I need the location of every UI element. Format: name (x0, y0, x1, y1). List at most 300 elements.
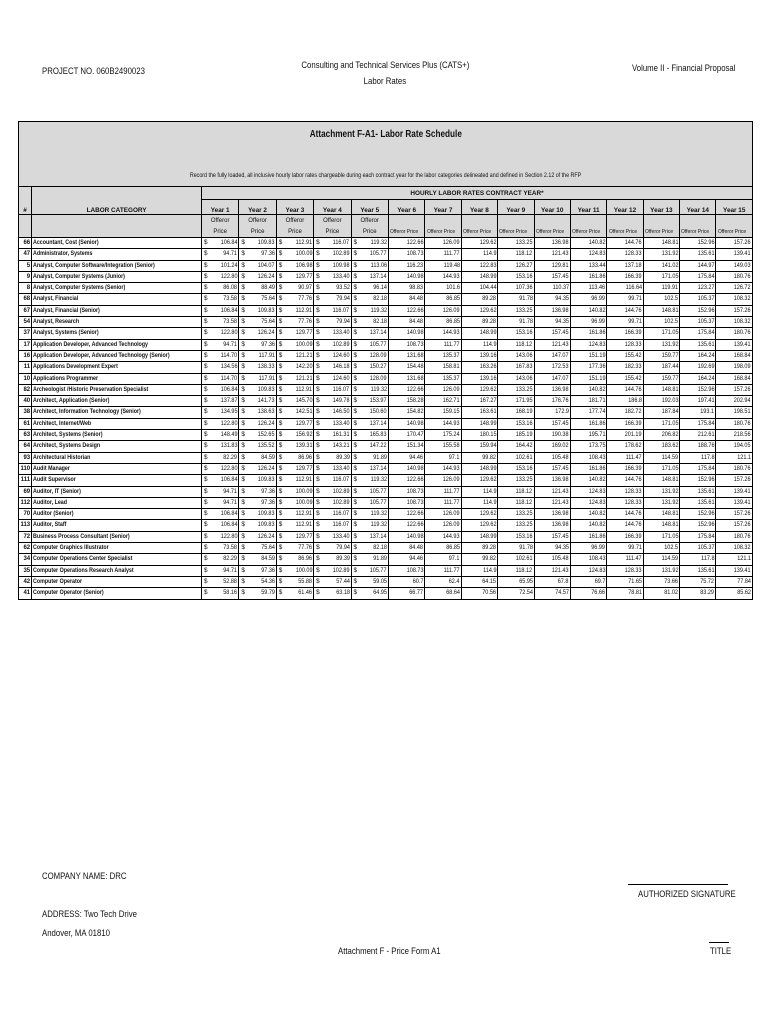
rate-value: 116.07 (333, 476, 350, 484)
rate-value: 140.82 (588, 510, 606, 518)
rate-value: 119.32 (370, 306, 387, 314)
rate-cell (360, 497, 388, 508)
rate-cell (643, 497, 679, 508)
rate-value: 122.80 (220, 329, 238, 337)
rate-value: 126.09 (442, 385, 460, 393)
rate-cell (498, 407, 534, 418)
table-row (19, 305, 753, 316)
offeror-label: Offeror (351, 215, 388, 227)
rate-cell (607, 407, 643, 418)
rate-value: 100.09 (295, 487, 313, 495)
rate-cell (360, 407, 388, 418)
rate-value: 59.79 (261, 589, 275, 597)
row-number: 54 (19, 317, 32, 328)
currency-symbol: $ (201, 249, 210, 260)
rate-cell (534, 509, 570, 520)
rate-cell (285, 463, 313, 474)
currency-symbol: $ (314, 317, 323, 328)
rate-cell (607, 418, 643, 429)
rate-value: 136.98 (552, 306, 569, 314)
table-row (19, 283, 753, 294)
rate-cell (534, 283, 570, 294)
rate-cell (425, 238, 461, 249)
rate-value: 129.62 (479, 476, 497, 484)
rate-cell (285, 396, 313, 407)
currency-symbol: $ (201, 373, 210, 384)
rate-value: 105.48 (552, 555, 569, 563)
blank-header (32, 226, 202, 238)
rate-value: 108.43 (588, 555, 606, 563)
row-number: 112 (19, 497, 32, 508)
labor-category-text: Audit Manager (33, 464, 71, 472)
table-row (19, 554, 753, 565)
rate-value: 82.18 (373, 295, 387, 303)
row-number: 34 (19, 554, 32, 565)
rate-cell (680, 317, 716, 328)
rate-cell (425, 249, 461, 260)
rate-value: 148.99 (479, 272, 497, 280)
rate-value: 137.87 (220, 397, 238, 405)
rate-value: 97.36 (261, 340, 275, 348)
rate-value: 148.49 (220, 431, 238, 439)
currency-symbol: $ (276, 249, 285, 260)
rate-value: 161.86 (588, 329, 606, 337)
currency-symbol: $ (276, 328, 285, 339)
currency-symbol: $ (314, 554, 323, 565)
rate-cell (248, 294, 276, 305)
rate-value: 78.81 (627, 589, 642, 597)
currency-symbol: $ (314, 588, 323, 599)
rate-value: 111.77 (443, 487, 460, 495)
rate-value: 128.33 (624, 487, 642, 495)
rate-cell (643, 486, 679, 497)
rate-cell (461, 317, 497, 328)
rate-value: 135.61 (697, 340, 715, 348)
rate-cell (643, 396, 679, 407)
rate-value: 157.45 (552, 329, 569, 337)
currency-symbol: $ (201, 576, 210, 587)
rate-value: 172.9 (555, 408, 569, 416)
rate-cell (680, 486, 716, 497)
currency-symbol: $ (239, 531, 248, 542)
labor-category (32, 497, 202, 508)
company-address: ADDRESS: Two Tech Drive (42, 909, 137, 920)
rate-cell (607, 362, 643, 373)
currency-symbol: $ (276, 588, 285, 599)
offeror-price-label: Offeror Price (681, 228, 710, 235)
rate-cell (248, 576, 276, 587)
rate-value: 112.91 (295, 306, 313, 314)
rate-cell (388, 531, 424, 542)
rate-cell (643, 317, 679, 328)
blank-header (19, 226, 32, 238)
rate-value: 158.28 (406, 397, 424, 405)
offeror-price-label: Offeror Price (572, 228, 601, 235)
labor-category-text: Architect, Application (Senior) (33, 397, 110, 405)
rate-cell (643, 509, 679, 520)
rate-cell (360, 317, 388, 328)
rate-cell (323, 294, 351, 305)
rate-cell (425, 430, 461, 441)
rate-cell (425, 576, 461, 587)
rate-cell (643, 576, 679, 587)
rate-value: 122.66 (406, 476, 424, 484)
currency-symbol: $ (314, 362, 323, 373)
table-row (19, 520, 753, 531)
labor-category (32, 283, 202, 294)
currency-symbol: $ (276, 475, 285, 486)
rate-value: 64.95 (373, 589, 387, 597)
rate-cell (534, 384, 570, 395)
rate-value: 73.66 (664, 577, 679, 585)
document-heading-line1: Consulting and Technical Services Plus (CATS+) (301, 60, 469, 71)
blank-header (19, 215, 32, 227)
rate-cell (680, 373, 716, 384)
rate-cell (323, 430, 351, 441)
rate-value: 212.61 (697, 431, 715, 439)
rate-cell (285, 317, 313, 328)
table-row (19, 373, 753, 384)
rate-value: 166.39 (624, 329, 642, 337)
rate-cell (461, 328, 497, 339)
rate-value: 124.83 (588, 340, 606, 348)
rate-value: 129.77 (295, 329, 313, 337)
labor-category-text: Architect, Systems (Senior) (33, 431, 103, 439)
rate-value: 94.35 (555, 295, 569, 303)
currency-symbol: $ (239, 249, 248, 260)
offeror-label (388, 215, 424, 227)
rate-cell (570, 531, 606, 542)
rate-cell (285, 475, 313, 486)
labor-category (32, 384, 202, 395)
rate-value: 153.97 (370, 397, 387, 405)
rate-cell (716, 554, 753, 565)
rate-cell (388, 452, 424, 463)
rate-value: 162.71 (442, 397, 460, 405)
rate-value: 122.66 (406, 306, 424, 314)
rate-value: 61.46 (298, 589, 313, 597)
rate-value: 100.09 (295, 340, 313, 348)
rate-value: 153.16 (515, 532, 533, 540)
rate-value: 134.95 (220, 408, 238, 416)
rate-cell (425, 260, 461, 271)
labor-category-text: Audit Supervisor (33, 476, 77, 484)
rate-cell (360, 328, 388, 339)
rate-value: 122.80 (220, 532, 238, 540)
year-header: Year 10 (534, 200, 570, 215)
rate-value: 74.57 (555, 589, 569, 597)
offeror-price-label: Offeror Price (390, 228, 419, 235)
rate-value: 97.1 (449, 453, 460, 461)
currency-symbol: $ (276, 543, 285, 554)
rate-cell (360, 260, 388, 271)
rate-value: 106.84 (220, 521, 238, 529)
rate-cell (323, 565, 351, 576)
rate-value: 62.4 (449, 577, 460, 585)
rate-cell (570, 384, 606, 395)
currency-symbol: $ (276, 339, 285, 350)
table-row (19, 407, 753, 418)
rate-value: 140.82 (588, 239, 606, 246)
rate-value: 180.76 (734, 272, 751, 280)
document-heading-line2: Labor Rates (363, 76, 407, 87)
rate-cell (323, 317, 351, 328)
row-number: 35 (19, 565, 32, 576)
row-number: 113 (19, 520, 32, 531)
rate-cell (570, 373, 606, 384)
rate-cell (570, 497, 606, 508)
rate-cell (498, 441, 534, 452)
rate-cell (498, 249, 534, 260)
rate-cell (607, 339, 643, 350)
rate-value: 94.35 (555, 544, 569, 552)
rate-cell (360, 452, 388, 463)
rate-cell (716, 373, 753, 384)
rate-value: 114.59 (661, 453, 679, 461)
currency-symbol: $ (239, 565, 248, 576)
rate-value: 136.98 (552, 476, 569, 484)
rate-cell (680, 396, 716, 407)
company-name: COMPANY NAME: DRC (42, 871, 127, 882)
rate-cell (716, 317, 753, 328)
currency-symbol: $ (239, 475, 248, 486)
rate-cell (680, 497, 716, 508)
currency-symbol: $ (351, 543, 360, 554)
currency-symbol: $ (201, 362, 210, 373)
rate-cell (461, 486, 497, 497)
rate-cell (323, 305, 351, 316)
rate-cell (680, 283, 716, 294)
rate-value: 149.78 (332, 397, 350, 405)
labor-category (32, 531, 202, 542)
rate-value: 82.18 (373, 544, 387, 552)
table-row (19, 249, 753, 260)
rate-cell (285, 249, 313, 260)
group-header-row (19, 187, 753, 200)
rate-cell (323, 486, 351, 497)
rate-value: 161.86 (588, 419, 606, 427)
rate-value: 111.47 (625, 555, 642, 563)
rate-cell (323, 543, 351, 554)
rate-cell (323, 339, 351, 350)
currency-symbol: $ (314, 396, 323, 407)
rate-cell (643, 283, 679, 294)
rate-cell (285, 362, 313, 373)
currency-symbol: $ (239, 576, 248, 587)
rate-cell (461, 475, 497, 486)
rate-cell (323, 260, 351, 271)
rate-cell (425, 452, 461, 463)
rate-cell (570, 305, 606, 316)
blank-header (32, 215, 202, 227)
currency-symbol: $ (351, 396, 360, 407)
rate-value: 133.25 (515, 510, 533, 518)
rate-value: 180.15 (479, 431, 497, 439)
labor-category (32, 509, 202, 520)
price-label: Price (201, 226, 238, 238)
offeror-price-label: Offeror Price (535, 228, 564, 235)
labor-category-text: Analyst, Research (33, 318, 80, 326)
currency-symbol: $ (351, 384, 360, 395)
offeror-price-label: Offeror Price (608, 228, 637, 235)
row-number: 69 (19, 486, 32, 497)
currency-symbol: $ (201, 509, 210, 520)
table-row (19, 497, 753, 508)
rate-value: 104.44 (479, 284, 497, 292)
rate-cell (716, 497, 753, 508)
year-header: Year 3 (276, 200, 313, 215)
rate-cell (570, 430, 606, 441)
table-row (19, 396, 753, 407)
currency-symbol: $ (276, 565, 285, 576)
rate-value: 111.77 (443, 250, 460, 258)
rate-value: 97.36 (261, 250, 275, 258)
rate-cell (248, 396, 276, 407)
rate-value: 86.85 (445, 544, 460, 552)
rate-value: 157.45 (552, 464, 569, 472)
rate-cell (461, 554, 497, 565)
rate-cell (388, 418, 424, 429)
rate-value: 77.76 (298, 318, 313, 326)
table-row (19, 317, 753, 328)
rate-value: 102.5 (664, 295, 679, 303)
rate-value: 195.71 (588, 431, 606, 439)
rate-value: 159.94 (479, 442, 497, 450)
rate-cell (570, 396, 606, 407)
rate-cell (680, 565, 716, 576)
rate-cell (534, 407, 570, 418)
currency-symbol: $ (201, 294, 210, 305)
rate-cell (534, 396, 570, 407)
rate-value: 98.83 (409, 284, 424, 292)
rate-value: 129.62 (479, 510, 497, 518)
rate-value: 99.82 (482, 555, 497, 563)
rate-cell (461, 520, 497, 531)
rate-cell (534, 305, 570, 316)
rate-value: 119.91 (661, 284, 679, 292)
rate-value: 82.29 (223, 555, 238, 563)
rate-value: 105.77 (370, 566, 387, 574)
sheet-title: Attachment F-A1- Labor Rate Schedule (18, 121, 753, 156)
year-header: Year 9 (498, 200, 534, 215)
rate-cell (248, 305, 276, 316)
rate-value: 131.92 (661, 566, 679, 574)
labor-category (32, 554, 202, 565)
rate-value: 181.71 (588, 397, 606, 405)
rate-value: 201.19 (624, 431, 642, 439)
rate-cell (323, 475, 351, 486)
rate-value: 69.7 (594, 577, 606, 585)
offeror-label (570, 215, 606, 227)
rate-value: 121.43 (552, 566, 569, 574)
rate-cell (680, 520, 716, 531)
offeror-label: Offeror (276, 215, 313, 227)
rate-value: 116.07 (333, 521, 350, 529)
rate-value: 140.82 (588, 476, 606, 484)
rate-cell (388, 350, 424, 361)
rate-value: 65.95 (518, 577, 533, 585)
rate-cell (643, 430, 679, 441)
rate-cell (607, 497, 643, 508)
rate-cell (425, 283, 461, 294)
rate-value: 171.05 (661, 532, 679, 540)
rate-cell (211, 543, 239, 554)
rate-value: 96.99 (591, 544, 606, 552)
currency-symbol: $ (276, 497, 285, 508)
rate-cell (388, 317, 424, 328)
rate-value: 123.27 (697, 284, 715, 292)
rate-cell (285, 328, 313, 339)
currency-symbol: $ (314, 441, 323, 452)
rate-cell (360, 430, 388, 441)
rate-value: 180.76 (734, 329, 751, 337)
rate-cell (211, 497, 239, 508)
rate-value: 151.19 (588, 351, 606, 359)
rate-cell (716, 565, 753, 576)
rate-cell (360, 576, 388, 587)
rate-value: 112.91 (295, 476, 313, 484)
currency-symbol: $ (276, 294, 285, 305)
table-row (19, 384, 753, 395)
rate-cell (360, 350, 388, 361)
rate-value: 121.43 (552, 250, 569, 258)
rate-value: 147.07 (552, 351, 569, 359)
rate-cell (248, 452, 276, 463)
rate-value: 126.24 (257, 272, 275, 280)
rate-value: 121.1 (737, 453, 751, 461)
rate-cell (285, 430, 313, 441)
rate-cell (388, 339, 424, 350)
labor-category-text: Analyst, Computer Systems (Senior) (33, 284, 126, 292)
rate-cell (248, 362, 276, 373)
rate-value: 137.14 (370, 532, 387, 540)
rate-cell (388, 543, 424, 554)
rate-value: 152.96 (697, 476, 715, 484)
labor-category (32, 238, 202, 249)
rate-value: 140.98 (406, 272, 424, 280)
rate-value: 161.86 (588, 532, 606, 540)
rate-value: 112.91 (295, 239, 313, 246)
rate-value: 106.98 (295, 261, 313, 269)
rate-value: 102.89 (332, 498, 350, 506)
rate-cell (360, 396, 388, 407)
rate-value: 105.37 (697, 544, 715, 552)
rate-value: 122.66 (406, 510, 424, 518)
rate-value: 168.84 (734, 351, 751, 359)
offeror-price-label: Offeror Price (463, 228, 492, 235)
currency-symbol: $ (201, 531, 210, 542)
labor-category (32, 576, 202, 587)
labor-category-text: Auditor (Senior) (33, 510, 74, 518)
rate-cell (716, 531, 753, 542)
rate-value: 143.21 (332, 442, 350, 450)
rate-value: 88.49 (261, 284, 275, 292)
rate-value: 148.81 (661, 476, 679, 484)
rate-value: 110.37 (552, 284, 569, 292)
rate-cell (643, 463, 679, 474)
rate-cell (680, 463, 716, 474)
authorized-signature-label: AUTHORIZED SIGNATURE (638, 889, 736, 900)
labor-category (32, 475, 202, 486)
rate-value: 77.84 (737, 577, 751, 585)
rate-value: 140.98 (406, 419, 424, 427)
price-label (716, 226, 753, 238)
rate-value: 119.32 (370, 239, 387, 246)
rate-value: 144.97 (697, 261, 715, 269)
rate-value: 114.70 (220, 374, 238, 382)
table-row (19, 543, 753, 554)
rate-cell (534, 531, 570, 542)
